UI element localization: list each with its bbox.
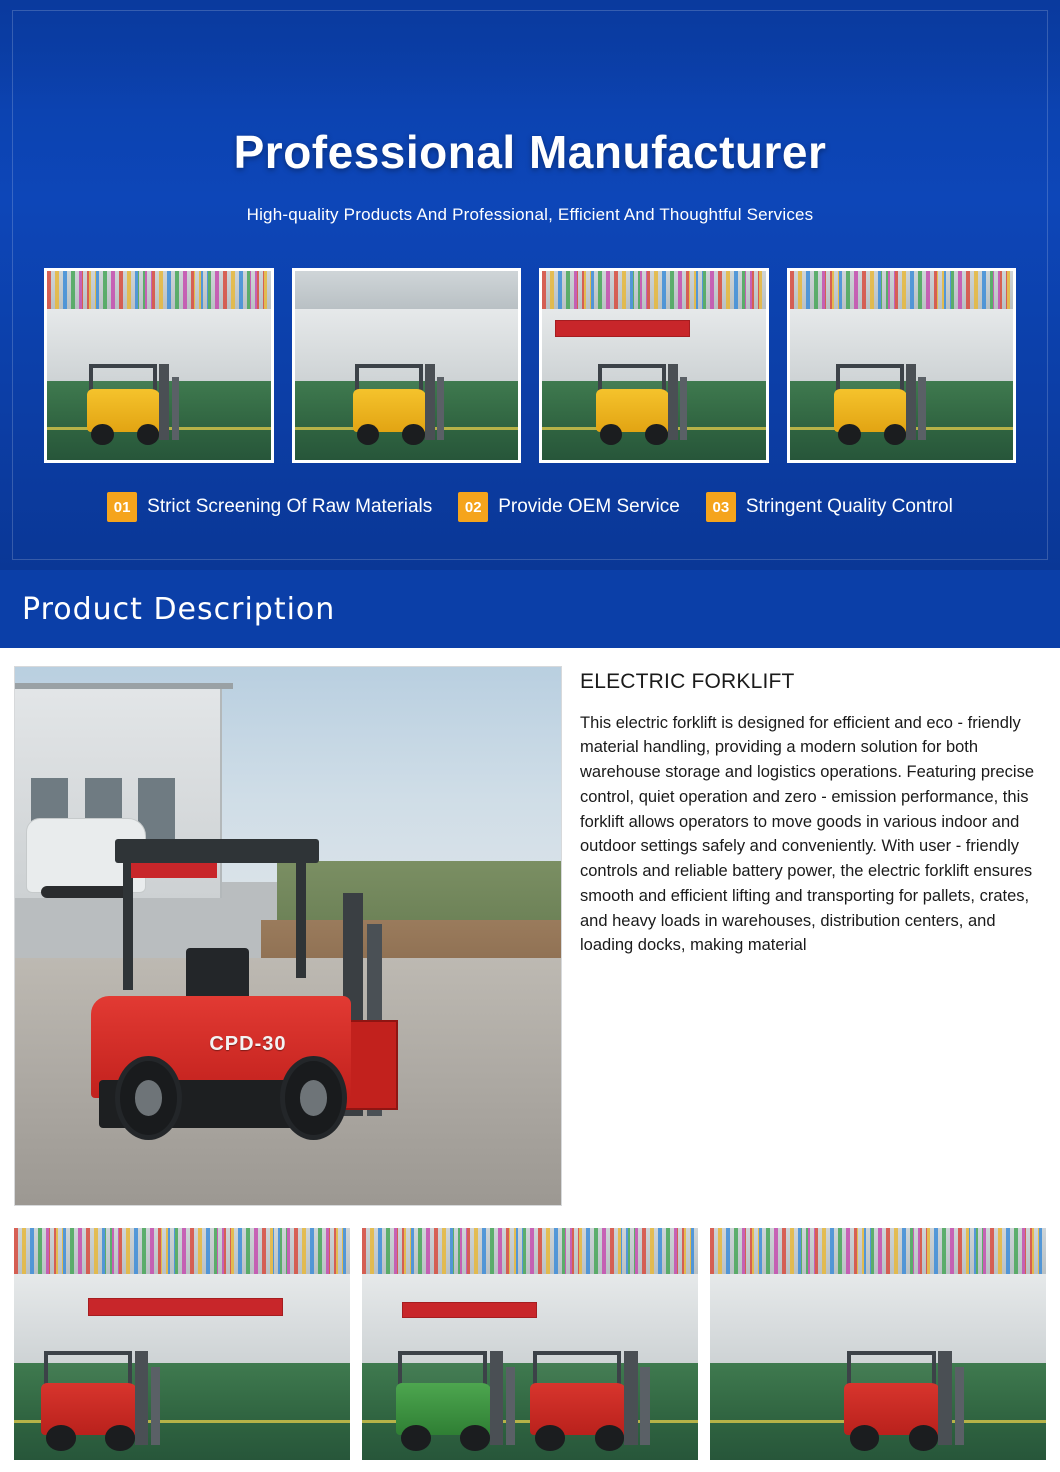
section-title: Product Description [22, 591, 336, 627]
product-section [0, 648, 1060, 1206]
product-gallery [0, 1206, 1060, 1460]
gallery-image-2 [362, 1228, 698, 1460]
banner-thumbnail-3 [539, 268, 769, 463]
product-description-header [0, 570, 1060, 648]
product-main-image [14, 666, 562, 1206]
hero-banner [0, 0, 1060, 570]
product-title: ELECTRIC FORKLIFT [580, 670, 795, 693]
feature-label: Stringent Quality Control [745, 496, 953, 517]
feature-number-badge: 01 [107, 492, 137, 522]
banner-thumbnail-row [44, 268, 1016, 463]
feature-number-badge: 02 [458, 492, 488, 522]
feature-label: Strict Screening Of Raw Materials [147, 496, 433, 517]
gallery-image-1 [14, 1228, 350, 1460]
forklift-illustration [91, 839, 484, 1140]
banner-feature-row [0, 492, 1060, 522]
banner-feature-item [706, 492, 953, 522]
banner-thumbnail-2 [292, 268, 522, 463]
banner-thumbnail-1 [44, 268, 274, 463]
product-text-block [580, 666, 1046, 1206]
banner-title: Professional Manufacturer [233, 126, 827, 178]
banner-feature-item [458, 492, 680, 522]
gallery-image-3 [710, 1228, 1046, 1460]
banner-feature-item [107, 492, 432, 522]
product-description-text: This electric forklift is designed for efficient and eco - friendly material handling, providing a modern solution for both warehouse storage and logistics operations. Featuring precise control, quiet operation and zero - emission performance, this forklift allows operators to move goods in various indoor and outdoor settings safely and conveniently. With user - friendly controls and reliable battery power, the electric forklift ensures smooth and efficient lifting and transporting for pallets, crates, and heavy loads in warehouses, distribution centers, and loading docks, making material [580, 713, 1035, 955]
forklift-model-label: CPD-30 [209, 1033, 287, 1056]
banner-subtitle: High-quality Products And Professional, Efficient And Thoughtful Services [246, 205, 814, 224]
banner-thumbnail-4 [787, 268, 1017, 463]
feature-number-badge: 03 [706, 492, 736, 522]
feature-label: Provide OEM Service [498, 496, 680, 517]
